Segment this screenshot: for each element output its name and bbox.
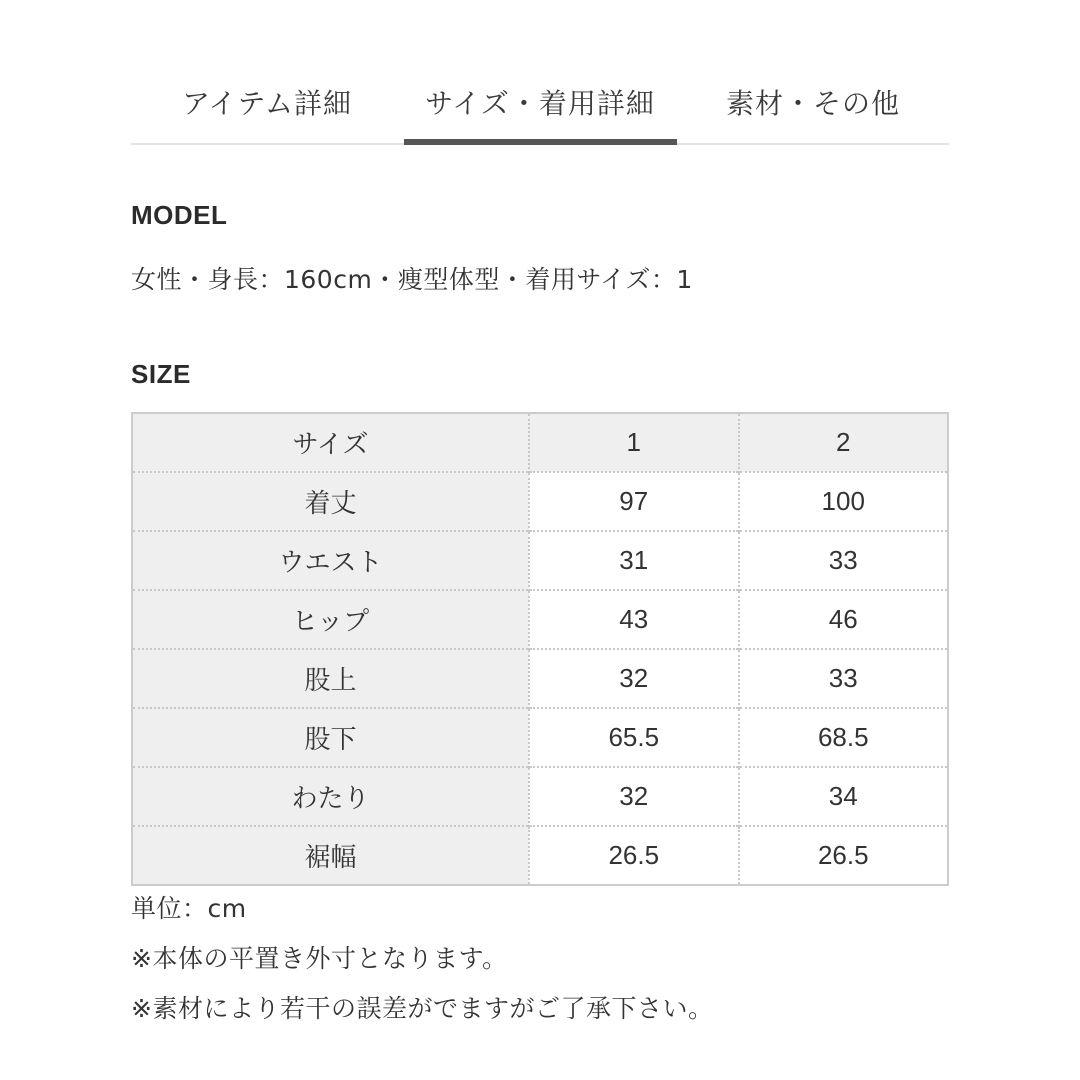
table-row	[132, 531, 948, 590]
model-heading: MODEL	[131, 200, 228, 230]
tab-material-other[interactable]: 素材・その他	[725, 86, 900, 120]
row-value-size-1: 26.5	[529, 826, 739, 885]
row-label: 股下	[132, 708, 529, 767]
detail-tabs	[131, 60, 949, 145]
row-value-size-1: 65.5	[529, 708, 739, 767]
table-row	[132, 708, 948, 767]
row-value-size-2: 68.5	[739, 708, 949, 767]
row-value-size-1: 31	[529, 531, 739, 590]
row-label: わたり	[132, 767, 529, 826]
size-table	[131, 412, 949, 886]
table-row	[132, 767, 948, 826]
row-label: 着丈	[132, 472, 529, 531]
table-header-label: サイズ	[132, 413, 529, 472]
row-value-size-1: 32	[529, 649, 739, 708]
row-value-size-1: 97	[529, 472, 739, 531]
row-label: 股上	[132, 649, 529, 708]
table-header-size-1: 1	[529, 413, 739, 472]
variance-note: ※素材により若干の誤差がでますがご了承下さい。	[131, 994, 714, 1023]
row-label: 裾幅	[132, 826, 529, 885]
row-value-size-2: 26.5	[739, 826, 949, 885]
model-description: 女性・身長：160cm・痩型体型・着用サイズ：1	[131, 265, 693, 294]
row-label: ウエスト	[132, 531, 529, 590]
row-label: ヒップ	[132, 590, 529, 649]
table-row	[132, 590, 948, 649]
active-tab-indicator	[404, 139, 677, 145]
tab-size-details[interactable]: サイズ・着用詳細	[425, 86, 655, 120]
unit-note: 単位：cm	[131, 894, 247, 923]
row-value-size-2: 34	[739, 767, 949, 826]
row-value-size-2: 46	[739, 590, 949, 649]
table-row	[132, 826, 948, 885]
table-header-row	[132, 413, 948, 472]
table-row	[132, 472, 948, 531]
row-value-size-1: 32	[529, 767, 739, 826]
row-value-size-1: 43	[529, 590, 739, 649]
table-row	[132, 649, 948, 708]
measurement-note: ※本体の平置き外寸となります。	[131, 944, 508, 973]
row-value-size-2: 33	[739, 531, 949, 590]
row-value-size-2: 33	[739, 649, 949, 708]
size-heading: SIZE	[131, 359, 191, 389]
row-value-size-2: 100	[739, 472, 949, 531]
table-header-size-2: 2	[739, 413, 949, 472]
tab-item-details[interactable]: アイテム詳細	[181, 86, 353, 120]
